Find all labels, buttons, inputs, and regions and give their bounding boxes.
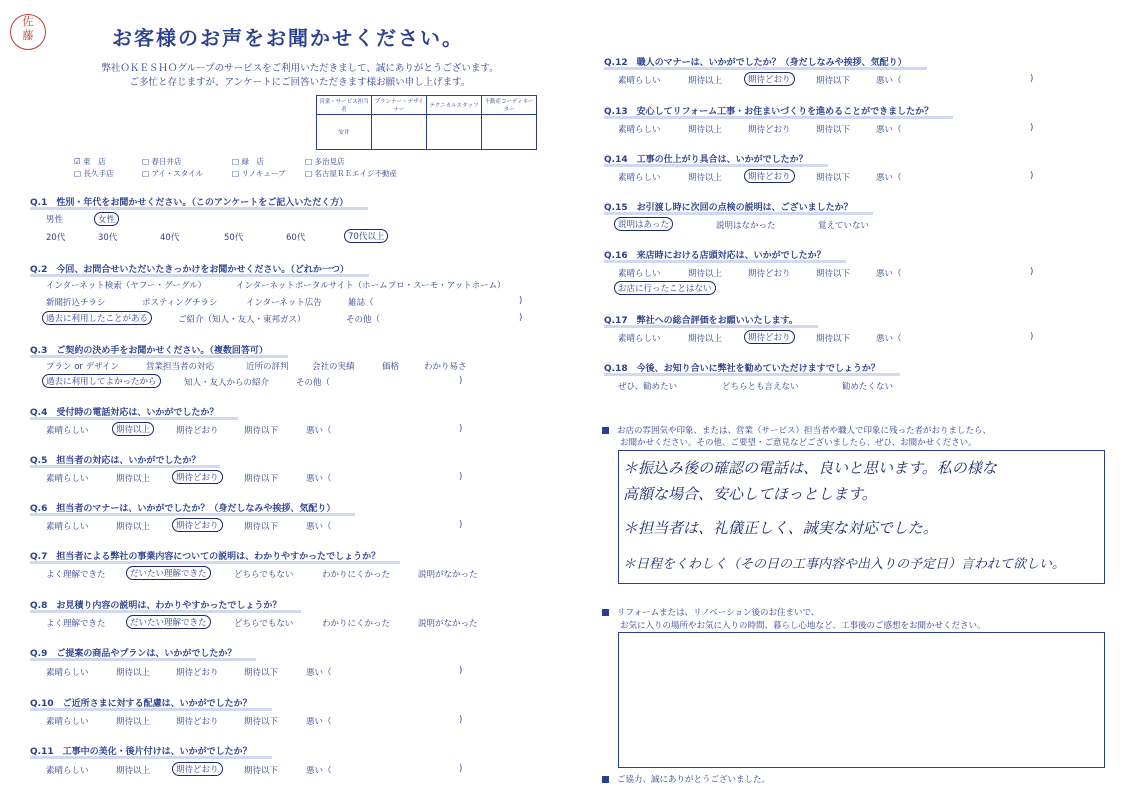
question-4: Q.4 受付時の電話対応は、いかがでしたか？ (30, 405, 218, 418)
option[interactable]: その他（ (296, 378, 331, 388)
question-14: Q.14 工事の仕上がり具合は、いかがでしたか？ (604, 152, 808, 165)
option-selected[interactable]: だいたい理解できた (126, 566, 211, 580)
paren-close: ) (459, 520, 463, 530)
staff-header: 営業・サービス担当者 (317, 96, 372, 115)
option[interactable]: 期待以上 (116, 717, 151, 727)
paren-close: ) (1030, 74, 1034, 84)
option-selected[interactable]: 期待以上 (112, 422, 154, 436)
option[interactable]: 50代 (224, 233, 244, 243)
option[interactable]: 期待以上 (116, 668, 151, 678)
option[interactable]: その他（ (346, 315, 381, 325)
option[interactable]: 覚えていない (818, 221, 870, 231)
option[interactable]: 素晴らしい (618, 173, 661, 183)
option[interactable]: 雑誌（ (348, 298, 374, 308)
paren-close: ) (519, 296, 523, 306)
option[interactable]: 期待どおり (176, 717, 219, 727)
option[interactable]: 期待以下 (816, 334, 851, 344)
staff-cell (372, 115, 427, 150)
store-option[interactable]: □ 緑 店 (232, 157, 264, 166)
option[interactable]: 価格 (382, 362, 400, 372)
paren-close: ) (459, 715, 463, 725)
option[interactable]: 期待どおり (176, 668, 219, 678)
question-10: Q.10 ご近所さまに対する配慮は、いかがでしたか？ (30, 696, 252, 709)
store-option[interactable]: □ 長久手店 (74, 169, 114, 178)
option-selected[interactable]: お店に行ったことはない (614, 281, 716, 295)
question-12: Q.12 職人のマナーは、いかがでしたか？（身だしなみや挨拶、気配り） (604, 55, 907, 68)
option[interactable]: 悪い（ (306, 474, 332, 484)
store-option[interactable]: □ アイ・スタイル (142, 169, 204, 178)
staff-table (316, 95, 537, 150)
option[interactable]: 会社の実績 (312, 362, 355, 372)
store-option[interactable]: ☑ 東 店 (74, 157, 106, 166)
option[interactable]: 説明はなかった (716, 221, 776, 231)
option[interactable]: ポスティングチラシ (142, 298, 218, 308)
handwritten-line: 高額な場合、安心してほっとします。 (623, 485, 877, 503)
option[interactable]: 素晴らしい (46, 766, 89, 776)
paren-close: ) (519, 313, 523, 323)
staff-header: 不動産コーディネーター (482, 96, 537, 115)
intro-line-1: 弊社ＯＫＥＳＨＯグループのサービスをご利用いただきまして、誠にありがとうございます。 (101, 63, 499, 74)
option[interactable]: よく理解できた (46, 619, 106, 629)
option[interactable]: 勧めたくない (842, 382, 894, 392)
staff-signature: 安井 (317, 115, 372, 150)
option[interactable]: 40代 (160, 233, 180, 243)
option-selected[interactable]: 過去に利用してよかったから (42, 374, 161, 388)
option[interactable]: 素晴らしい (46, 426, 89, 436)
option[interactable]: 悪い（ (306, 522, 332, 532)
paren-close: ) (459, 666, 463, 676)
question-7: Q.7 担当者による弊社の事業内容についての説明は、わかりやすかったでしょうか？ (30, 549, 380, 562)
question-9: Q.9 ご提案の商品やプランは、いかがでしたか？ (30, 646, 236, 659)
option[interactable]: どちらとも言えない (722, 382, 799, 392)
staff-cell (482, 115, 537, 150)
option[interactable]: 期待以下 (244, 668, 279, 678)
option[interactable]: 素晴らしい (46, 668, 89, 678)
paren-close: ) (459, 376, 463, 386)
question-5: Q.5 担当者の対応は、いかがでしたか？ (30, 453, 200, 466)
option[interactable]: 期待以下 (244, 766, 279, 776)
option[interactable]: 期待以下 (816, 173, 851, 183)
footer-thanks: ご協力、誠にありがとうございました。 (602, 773, 770, 785)
question-11: Q.11 工事中の美化・後片付けは、いかがでしたか？ (30, 744, 252, 757)
option[interactable]: 期待以上 (688, 269, 723, 279)
staff-header: プランナー・デザイナー (372, 96, 427, 115)
option[interactable]: 期待どおり (748, 269, 791, 279)
option[interactable]: 期待以上 (116, 522, 151, 532)
option-selected[interactable]: 期待どおり (744, 72, 795, 86)
option[interactable]: 悪い（ (306, 766, 332, 776)
option[interactable]: インターネット検索（ヤフー・グーグル） (46, 281, 207, 291)
option[interactable]: 期待以下 (816, 269, 851, 279)
option[interactable]: 素晴らしい (618, 125, 661, 135)
option[interactable]: 20代 (46, 233, 66, 243)
option[interactable]: 期待以下 (244, 474, 279, 484)
option[interactable]: 期待どおり (176, 426, 219, 436)
option[interactable]: 素晴らしい (46, 474, 89, 484)
option[interactable]: プラン or デザイン (46, 362, 120, 372)
option[interactable]: 素晴らしい (618, 76, 661, 86)
option[interactable]: 営業担当者の対応 (146, 362, 215, 372)
option[interactable]: 悪い（ (876, 334, 902, 344)
question-13: Q.13 安心してリフォーム工事・お住まいづくりを進めることができましたか？ (604, 104, 933, 117)
option[interactable]: 素晴らしい (618, 334, 661, 344)
option[interactable]: 期待以下 (244, 426, 279, 436)
option[interactable]: わかりにくかった (322, 619, 391, 629)
handwritten-line: ＊振込み後の確認の電話は、良いと思います。私の様な (623, 459, 997, 477)
staff-header: テクニカルスタッフ (427, 96, 482, 115)
option[interactable]: どちらでもない (234, 570, 294, 580)
comment-box-1[interactable] (618, 450, 1105, 584)
option[interactable]: 知人・友人からの紹介 (184, 378, 270, 388)
option-selected[interactable]: 説明はあった (614, 217, 673, 231)
option[interactable]: 期待以上 (116, 766, 151, 776)
question-3: Q.3 ご契約の決め手をお聞かせください。（複数回答可） (30, 343, 268, 356)
option-selected[interactable]: だいたい理解できた (126, 615, 211, 629)
left-column (0, 0, 566, 796)
option[interactable]: わかりにくかった (322, 570, 391, 580)
store-option[interactable]: □ リノキューブ (232, 169, 286, 178)
option[interactable]: 期待以上 (688, 334, 723, 344)
option[interactable]: 悪い（ (306, 717, 332, 727)
paren-close: ) (1030, 267, 1034, 277)
paren-close: ) (459, 424, 463, 434)
option-selected[interactable]: 期待どおり (172, 518, 223, 532)
option[interactable]: 悪い（ (876, 269, 902, 279)
option[interactable]: 期待以下 (816, 125, 851, 135)
option[interactable]: 悪い（ (876, 125, 902, 135)
option-selected[interactable]: 期待どおり (744, 169, 795, 183)
option[interactable]: どちらでもない (234, 619, 294, 629)
question-1: Q.1 性別・年代をお聞かせください。（このアンケートをご記入いただく方） (30, 195, 348, 208)
comment-prompt-1: リフォームまたは、リノベーション後のお住まいで、 (602, 606, 819, 618)
staff-cell (427, 115, 482, 150)
paren-close: ) (1030, 171, 1034, 181)
option[interactable]: 期待以下 (816, 76, 851, 86)
option[interactable]: 新聞折込チラシ (46, 298, 106, 308)
option-selected[interactable]: 70代以上 (344, 229, 388, 243)
option[interactable]: ぜひ、勧めたい (618, 382, 678, 392)
option-selected[interactable]: 期待どおり (744, 330, 795, 344)
store-option[interactable]: □ 名古屋ＲＥエイジ不動産 (305, 169, 397, 178)
option[interactable]: 説明がなかった (418, 570, 478, 580)
option[interactable]: 男性 (46, 215, 64, 225)
paren-close: ) (459, 764, 463, 774)
option[interactable]: 素晴らしい (618, 269, 661, 279)
option[interactable]: インターネットポータルサイト（ホームプロ・スーモ・アットホーム） (236, 281, 506, 291)
name-stamp: 佐 藤 (10, 14, 46, 50)
option[interactable]: わかり易さ (424, 362, 467, 372)
page-title: お客様のお声をお聞かせください。 (112, 26, 464, 50)
square-bullet-icon (602, 776, 609, 783)
option[interactable]: よく理解できた (46, 570, 106, 580)
question-2: Q.2 今回、お問合せいただいたきっかけをお聞かせください。（どれか一つ） (30, 262, 349, 275)
comment-box-2[interactable] (618, 632, 1105, 768)
square-bullet-icon (602, 427, 609, 434)
square-bullet-icon (602, 609, 609, 616)
option[interactable]: 素晴らしい (46, 522, 89, 532)
question-8: Q.8 お見積り内容の説明は、わかりやすかったでしょうか？ (30, 598, 281, 611)
question-17: Q.17 弊社への総合評価をお願いいたします。 (604, 313, 798, 326)
option[interactable]: インターネット広告 (246, 298, 322, 308)
option[interactable]: 期待以上 (688, 76, 723, 86)
option[interactable]: 期待以下 (244, 522, 279, 532)
option-selected[interactable]: 女性 (94, 212, 119, 226)
question-16: Q.16 来店時における店頭対応は、いかがでしたか？ (604, 248, 826, 261)
option[interactable]: 悪い（ (306, 668, 332, 678)
handwritten-line: ＊日程をくわしく（その日の工事内容や出入りの予定日）言われて欲しい。 (623, 557, 1066, 572)
option-selected[interactable]: 期待どおり (172, 762, 223, 776)
right-column (566, 0, 1133, 796)
question-18: Q.18 今後、お知り合いに弊社を勧めていただけますでしょうか？ (604, 361, 880, 374)
option[interactable]: 悪い（ (876, 76, 902, 86)
option-selected[interactable]: 期待どおり (172, 470, 223, 484)
option[interactable]: 60代 (286, 233, 306, 243)
option[interactable]: 悪い（ (876, 173, 902, 183)
store-option[interactable]: □ 春日井店 (142, 157, 182, 166)
handwritten-line: ＊担当者は、礼儀正しく、誠実な対応でした。 (623, 519, 938, 537)
question-15: Q.15 お引渡し時に次回の点検の説明は、ございましたか？ (604, 200, 853, 213)
comment-prompt-2: お気に入りの場所やお気に入りの時間、暮らし心地など、工事後のご感想をお聞かせください。 (620, 621, 986, 631)
paren-close: ) (1030, 332, 1034, 342)
comment-prompt-1: お店の雰囲気や印象、または、営業（サービス）担当者や職人で印象に残った者がおりましたら、 (602, 424, 991, 436)
option-selected[interactable]: 過去に利用したことがある (42, 311, 152, 325)
option[interactable]: 期待以上 (116, 474, 151, 484)
store-option[interactable]: □ 多治見店 (305, 157, 345, 166)
option[interactable]: 期待以上 (688, 125, 723, 135)
paren-close: ) (459, 472, 463, 482)
option[interactable]: 期待以上 (688, 173, 723, 183)
paren-close: ) (1030, 123, 1034, 133)
option[interactable]: 説明がなかった (418, 619, 478, 629)
option[interactable]: 30代 (98, 233, 118, 243)
option[interactable]: 期待以下 (244, 717, 279, 727)
option[interactable]: 期待どおり (748, 125, 791, 135)
question-6: Q.6 担当者のマナーは、いかがでしたか？（身だしなみや挨拶、気配り） (30, 501, 335, 514)
option[interactable]: 近所の評判 (246, 362, 289, 372)
option[interactable]: ご紹介（知人・友人・東邦ガス） (178, 315, 306, 325)
option[interactable]: 素晴らしい (46, 717, 89, 727)
comment-prompt-2: お聞かせください。その他、ご要望・ご意見などございましたら、ぜひ、お聞かせください。 (620, 438, 977, 448)
intro-line-2: ご多忙と存じますが、アンケートにご回答いただきます様お願い申し上げます。 (129, 77, 471, 88)
option[interactable]: 悪い（ (306, 426, 332, 436)
